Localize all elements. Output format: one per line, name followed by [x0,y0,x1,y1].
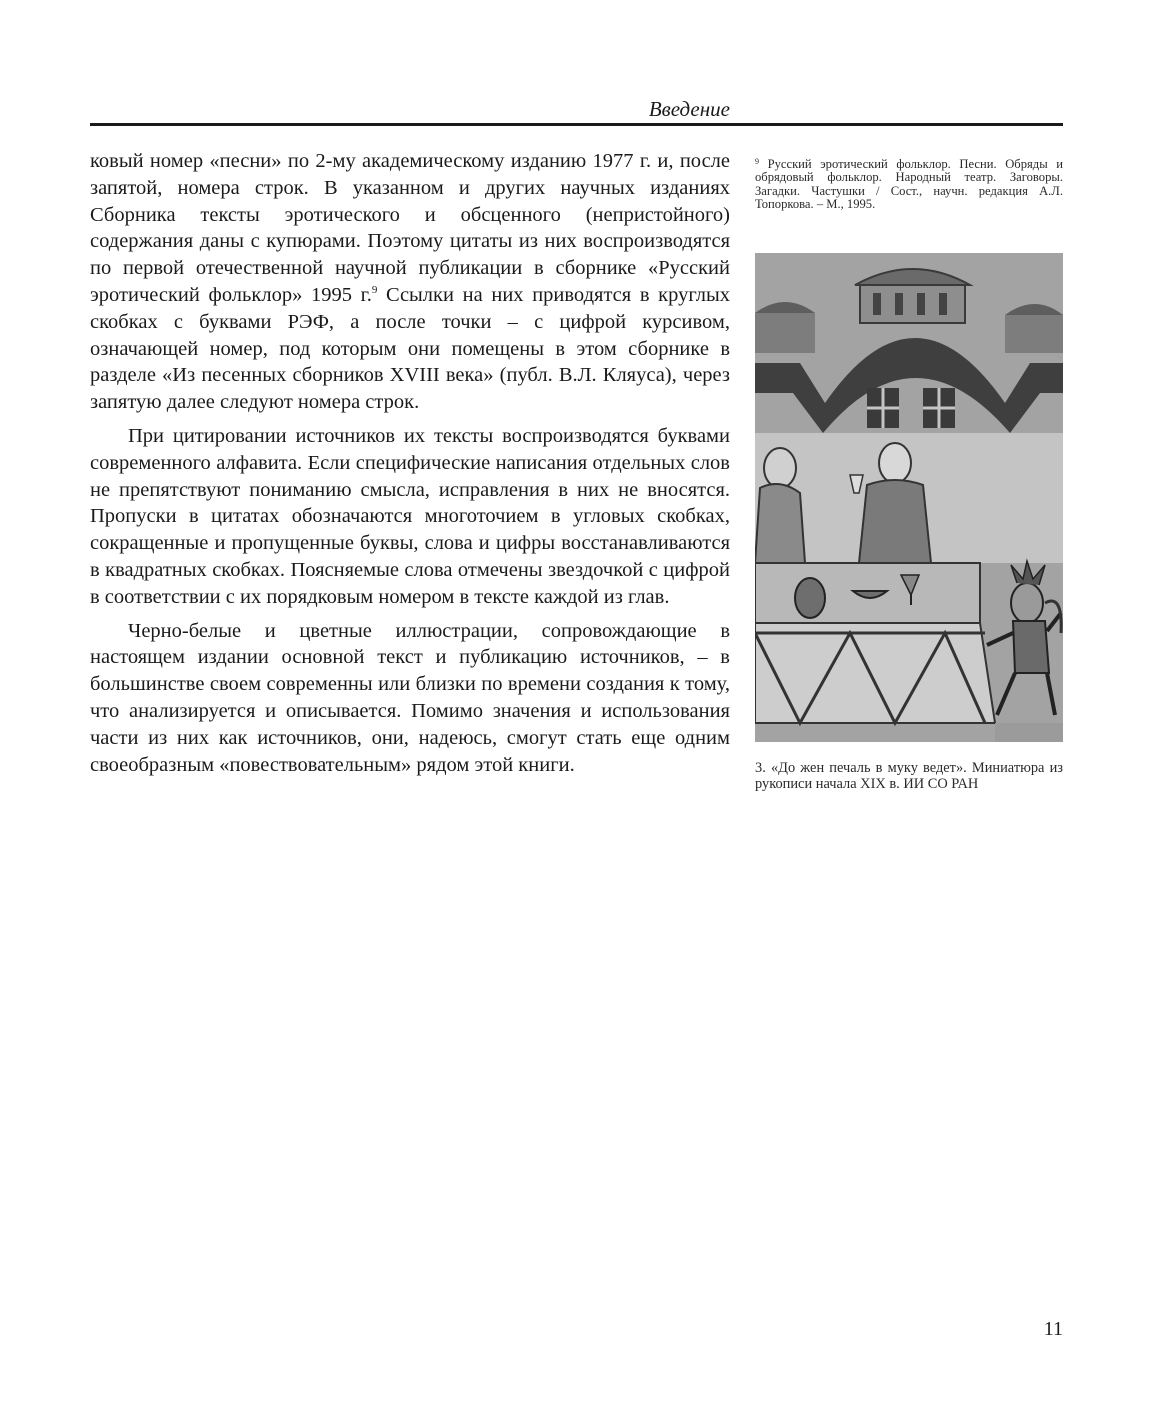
miniature-drawing [755,253,1063,742]
paragraph-1 [90,148,730,416]
footnote-number: 9 [755,157,759,166]
paragraph-3: Черно-белые и цветные иллюстрации, сопровождающие в настоящем издании основной текст и публикацию источников, – в большинстве своем современны или близки по времени создания к тому, что анализируется и описывается. Помимо значения и использования части из них как источников, они, надеюсь, смогут стать еще одним своеобразным «повествовательным» рядом этой книги. [90,619,730,776]
figure-caption: 3. «До жен печаль в муку ведет». Миниатюра из рукописи начала XIX в. ИИ СО РАН [755,760,1063,792]
miniature-illustration [755,253,1063,742]
running-title: Введение [648,97,730,121]
paragraph-2: При цитировании источников их тексты воспроизводятся буквами современного алфавита. Если специфические написания отдельных слов не препятствуют пониманию смысла, исправления в них не вносятся. Пропуски в цитатах обозначаются многоточием в угловых скобках, сокращенные и пропущенные буквы, слова и цифры восстанавливаются в квадратных скобках. Поясняемые слова отмечены звездочкой с цифрой в соответствии с их порядковым номером в тексте каждой из глав. [90,424,730,608]
main-text-column [90,148,730,785]
paragraph-1-text-a: ковый номер «песни» по 2-му академическому изданию 1977 г. и, после запятой, номера строк. В указанном и других научных изданиях Сборника тексты эротического и обсценного (непристойного) содержания даны с купюрами. Поэтому цитаты из них воспроизводятся по первой отечественной научной публикации в сборнике «Русский эротический фольклор» 1995 г. [90,150,730,306]
header-rule [90,123,1063,126]
page-number: 11 [1043,1318,1063,1340]
footnote [755,158,1063,212]
paragraph-1-text-b: Ссылки на них приводятся в круглых скобках с буквами РЭФ, а после точки – с цифрой курсивом, означающей номер, под которым они помещены в этом сборнике в разделе «Из песенных сборников XVIII века» (публ. В.Л. Кляуса), через запятую далее следуют номера строк. [90,283,730,414]
footnote-text: Русский эротический фольклор. Песни. Обряды и обрядовый фольклор. Народный театр. Заговоры. Загадки. Частушки / Сост., научн. редакция А.Л. Топоркова. – М., 1995. [755,157,1063,212]
footnote-reference[interactable]: 9 [371,283,378,296]
